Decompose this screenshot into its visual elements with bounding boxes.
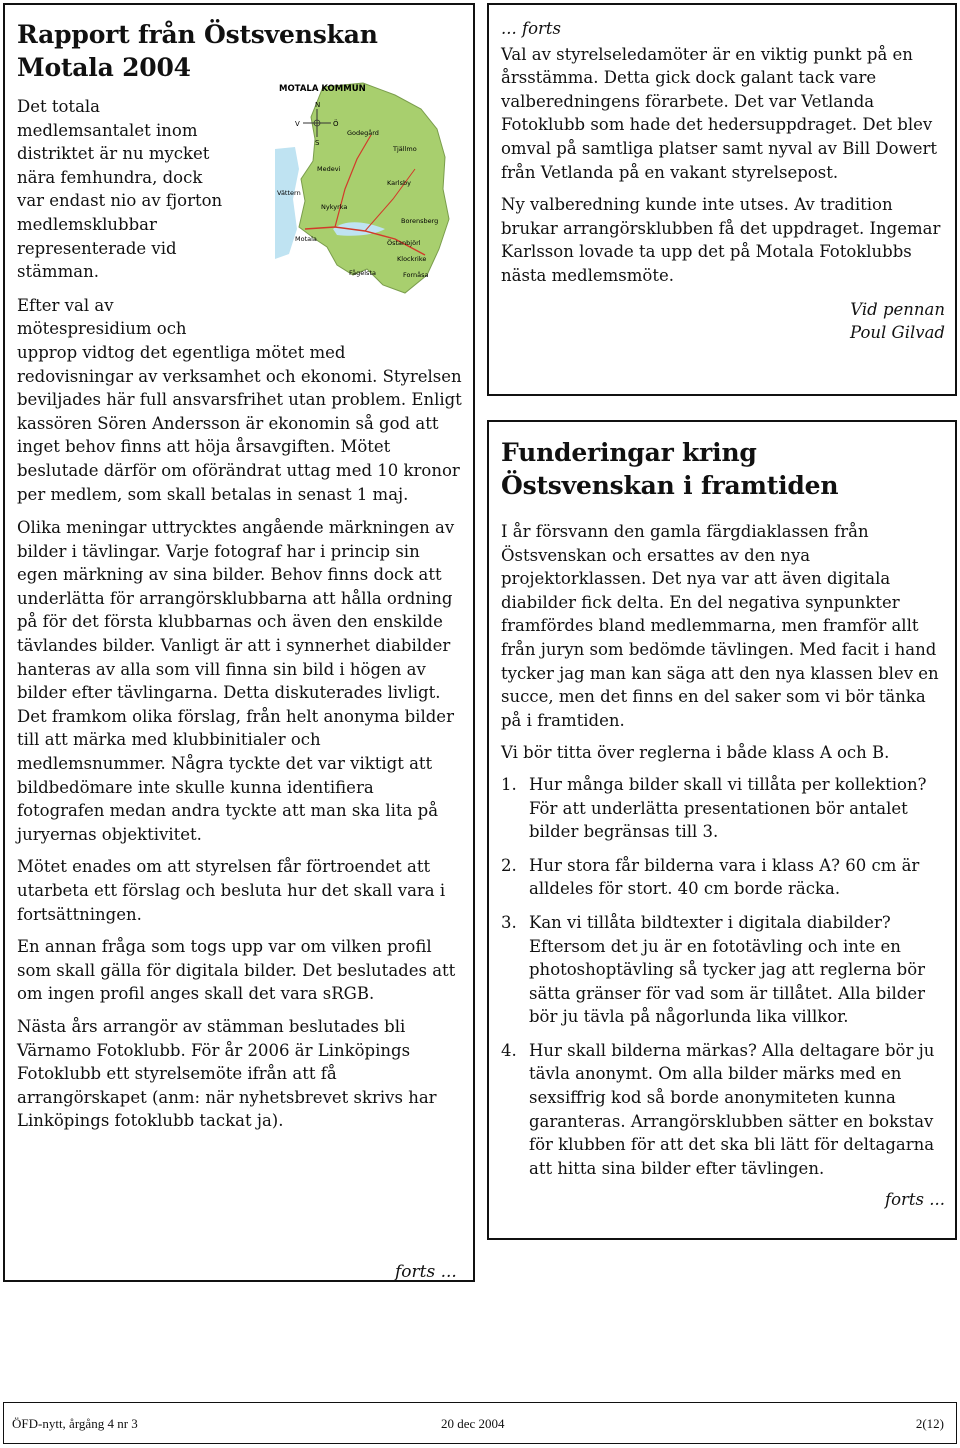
article-title-report: Rapport från Östsvenskan Motala 2004 [17,20,378,82]
intro-line: representerade vid [17,238,177,258]
paragraph-board-decision: Mötet enades om att styrelsen får förtroendet att utarbeta ett förslag och besluta hur det skall vara i fortsättningen. [17,857,446,924]
map-place: Vättern [277,189,301,197]
list-item [501,1039,945,1181]
map-place: Klockrike [397,255,427,263]
paragraph-rules-intro: Vi bör titta över reglerna i både klass A och B. [501,743,890,763]
motala-municipality-map [275,79,453,303]
footer-page-number: 2(12) [915,1416,944,1431]
intro-line: var endast nio av fjorton [17,191,223,211]
list-number: 4. [501,1040,517,1060]
right-article-box [487,420,957,1240]
footer-publication: ÖFD-nytt, årgång 4 nr 3 [12,1416,138,1431]
list-number: 1. [501,774,517,794]
list-text: Kan vi tillåta bildtexter i digitala diabilder? Eftersom det ju är en fototävling och inte en photoshoptävling så tycker jag att reglerna bör sätta gränser för vad som är tillåtet. Alla bilder bör ju tävla på någorlunda lika villkor. [529,912,926,1027]
map-place: Godegård [347,129,379,137]
map-place: Fornåsa [403,271,429,279]
list-item [501,911,945,1029]
paragraph-meeting [17,294,463,506]
paragraph-text: upprop vidtog det egentliga mötet med redovisningar av verksamhet och ekonomi. Styrelsen beviljades här full ansvarsfrihet utan problem. Enligt kassören Sören Andersson är ekonomin så god att inget behov finns att höja årsavgiften. Mötet beslutade därför om oförändrat uttag med 10 kronor per medlem, som skall betalas in senast 1 maj. [17,342,462,504]
intro-line: Det totala [17,97,101,116]
map-place: Östanbjörl [387,239,421,247]
list-number: 2. [501,855,517,875]
paragraph-projector-class: I år försvann den gamla färgdiaklassen från Östsvenskan och ersattes av den nya projektorklassen. Det nya var att även digitala diabilder fick delta. En del negativa synpunkter framfördes bland medlemmarna, men framför allt från juryn som bedömde tävlingen. Med facit i hand tycker jag man kan säga att den nya klassen blev en succe, men det finns en del saker som vi bör tänka på i framtiden. [501,522,939,730]
right-continuation-box [487,3,957,396]
map-place: Borensberg [401,217,439,225]
list-number: 3. [501,912,517,932]
page-footer [3,1402,957,1444]
intro-line: medlemsantalet inom [17,120,198,140]
map-place: Tjällmo [393,145,417,153]
continued-marker: ... forts [501,19,562,38]
paragraph-color-profile: En annan fråga som togs upp var om vilken profil som skall gälla för digitala bilder. Det beslutades att om ingen profil anges skall det vara sRGB. [17,937,456,1004]
map-place: Motala [295,235,317,243]
continued-note-left: forts ... [395,1262,457,1282]
paragraph-image-marking: Olika meningar uttrycktes angående märkningen av bilder i tävlingar. Varje fotograf har i princip sin egen märkning av sina bilder. Behov finns dock att underlätta för arrangörsklubbarna att hålla ordning på för det första klubbarnas och även den enskilde tävlandes bilder. Vanligt är att i synnerhet diabilder hanteras av alla som vill finna sin bild i högen av bilder efter tävlingarna. Detta diskuterades livligt. Det framkom olika förslag, från helt anonyma bilder till att märka med klubbinitialer och medlemsnummer. Några tyckte det var viktigt att bildbedömare inte skulle kunna identifiera fotografen medan andra tyckte att man ska lita på juryernas objektivitet. [17,518,455,844]
continued-note-right: forts ... [884,1190,945,1210]
signature-name: Poul Gilvad [850,323,945,343]
compass-west: V [295,120,300,128]
footer-date: 20 dec 2004 [441,1416,505,1431]
map-title: MOTALA KOMMUN [279,84,366,94]
article-title-thoughts: Funderingar kring Östsvenskan i framtiden [501,438,839,500]
paragraph-next-organizer: Nästa års arrangör av stämman beslutades bli Värnamo Fotoklubb. För år 2006 är Linköpings Fotoklubb ett styrelsemöte ifrån att få arrangörskapet (anm: när nyhetsbrevet skrivs har Linköpings fotoklubb tackat ja). [17,1016,437,1131]
compass-north: N [315,101,321,109]
intro-line: distriktet är nu mycket [17,144,210,164]
questions-list [501,773,945,1181]
left-article-box [3,3,475,1282]
intro-line: stämman. [17,262,99,282]
list-text: Hur många bilder skall vi tillåta per kollektion? För att underlätta presentationen bör antalet bilder begränsas till 3. [529,774,927,842]
compass-east: Ö [333,120,339,128]
list-text: Hur stora får bilderna vara i klass A? 60 cm är alldeles för stort. 40 cm borde räcka. [529,855,920,899]
paragraph-nomination-committee: Ny valberedning kunde inte utses. Av tradition brukar arrangörsklubben få det uppdraget. Ingemar Karlsson lovade ta upp det på Motala Fotoklubbs nästa medlemsmöte. [501,195,941,285]
map-place: Nykyrka [321,203,348,211]
list-item [501,773,945,844]
compass-south: S [315,139,320,147]
signature-label: Vid pennan [850,299,945,319]
paragraph-board-election: Val av styrelseledamöter är en viktig punkt på en årsstämma. Detta gick dock galant tack vare valberedningens förarbete. Det var Vetlanda Fotoklubb som hade det hedersuppdraget. Det blev omval på samtliga platser samt nyval av Bill Dowert från Vetlanda på en vakant styrelsepost. [501,44,937,182]
intro-line: nära femhundra, dock [17,167,203,187]
list-text: Hur skall bilderna märkas? Alla deltagare bör ju tävla anonymt. Om alla bilder märks med en sexsiffrig kod så borde anonymiteten kunna garanteras. Arrangörsklubben sätter en bokstav för klubben för att det ska bli lätt för deltagarna att hitta sina bilder efter tävlingen. [529,1040,935,1178]
list-item [501,854,945,901]
paragraph-line: Efter val av [17,295,114,315]
map-place: Medevi [317,165,341,173]
paragraph-line: mötespresidium och [17,319,187,339]
map-place: Karlsby [387,179,411,187]
intro-line: medlemsklubbar [17,214,157,234]
map-place: Fågelsta [349,269,376,277]
